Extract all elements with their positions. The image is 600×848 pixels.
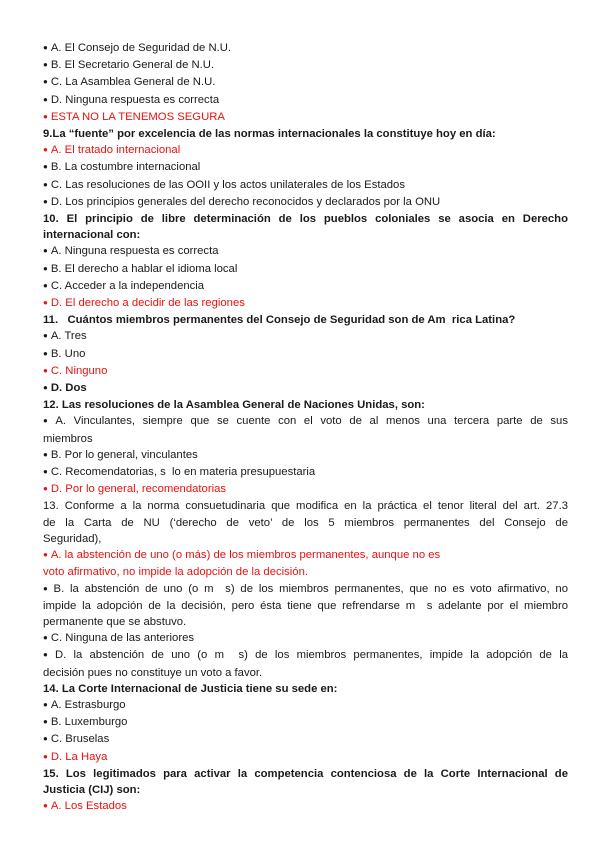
q14-question: 14. La Corte Internacional de Justicia tiene su sede en:	[43, 682, 338, 695]
q14-option-c: ● C. Bruselas	[43, 731, 568, 748]
q12-option-a-line1: ● A. Vinculantes, siempre que se cuente con el voto de al menos una tercera parte de sus	[43, 413, 568, 430]
q12-option-b: ● B. Por lo general, vinculantes	[43, 447, 568, 464]
q12-option-c: ● C. Recomendatorias, s lo en materia presupuestaria	[43, 464, 568, 481]
q13-question-line1: 13. Conforme a la norma consuetudinaria que modifica en la práctica el tenor literal del art. 27.3	[43, 500, 568, 513]
q9-option-c: ● C. Las resoluciones de las OOII y los actos unilaterales de los Estados	[43, 177, 568, 194]
q8-option-d: ● D. Ninguna respuesta es correcta	[43, 92, 568, 109]
q9-option-a: ● A. El tratado internacional	[43, 142, 568, 159]
q13-option-b-line2: impide la adopción de la decisión, pero ésta tiene que refrendarse m s adelante por el miembro	[43, 599, 568, 612]
q11-question: 11. Cuántos miembros permanentes del Consejo de Seguridad son de Am rica Latina?	[43, 314, 516, 327]
q13-option-c: ● C. Ninguna de las anteriores	[43, 630, 568, 647]
q13-option-a-line2: voto afirmativo, no impide la adopción de la decisión.	[43, 566, 309, 579]
q15-question-line2: Justicia (CIJ) son:	[43, 783, 141, 796]
q10-option-a: ● A. Ninguna respuesta es correcta	[43, 243, 568, 260]
q11-option-a: ● A. Tres	[43, 328, 568, 345]
q14-option-a: ● A. Estrasburgo	[43, 697, 568, 714]
q13-option-d-line2: decisión pues no constituye un voto a favor.	[43, 666, 263, 679]
q13-option-b-line1: ● B. la abstención de uno (o m s) de los miembros permanentes, que no es voto afirmativo, no	[43, 581, 568, 598]
q14-option-d: ● D. La Haya	[43, 749, 568, 766]
q11-option-d: ● D. Dos	[43, 380, 568, 397]
q13-option-a-line1: ● A. la abstención de uno (o más) de los miembros permanentes, aunque no es	[43, 547, 568, 564]
q10-option-c: ● C. Acceder a la independencia	[43, 278, 568, 295]
q15-option-a: ● A. Los Estados	[43, 798, 568, 815]
q9-option-b: ● B. La costumbre internacional	[43, 159, 568, 176]
q11-option-c: ● C. Ninguno	[43, 363, 568, 380]
q10-question-line1: 10. El principio de libre determinación de los pueblos coloniales se asocia en Derecho	[43, 213, 568, 226]
q14-option-b: ● B. Luxemburgo	[43, 714, 568, 731]
q8-option-c: ● C. La Asamblea General de N.U.	[43, 74, 568, 91]
q9-option-d: ● D. Los principios generales del derecho reconocidos y declarados por la ONU	[43, 194, 568, 211]
q15-question-line1: 15. Los legitimados para activar la competencia contenciosa de la Corte Internacional de	[43, 767, 568, 780]
q13-option-d-line1: ● D. la abstención de uno (o m s) de los miembros permanentes, impide la adopción de la	[43, 647, 568, 664]
q12-option-a-line2: miembros	[43, 432, 93, 445]
q10-option-b: ● B. El derecho a hablar el idioma local	[43, 261, 568, 278]
q8-note: ● ESTA NO LA TENEMOS SEGURA	[43, 109, 568, 126]
q13-option-b-line3: permanente que se abstuvo.	[43, 615, 187, 628]
q10-question-line2: internacional con:	[43, 229, 141, 242]
q8-option-a: ● A. El Consejo de Seguridad de N.U.	[43, 40, 568, 57]
q11-option-b: ● B. Uno	[43, 346, 568, 363]
q8-option-b: ● B. El Secretario General de N.U.	[43, 57, 568, 74]
q13-question-line3: Seguridad),	[43, 532, 102, 545]
q10-option-d: ● D. El derecho a decidir de las regiones	[43, 295, 568, 312]
q13-question-line2: de la Carta de NU (‘derecho de veto’ de los 5 miembros permanentes del Consejo de	[43, 516, 568, 529]
q9-question: 9.La “fuente” por excelencia de las normas internacionales la constituye hoy en día:	[43, 128, 496, 141]
q12-option-d: ● D. Por lo general, recomendatorias	[43, 481, 568, 498]
q12-question: 12. Las resoluciones de la Asamblea General de Naciones Unidas, son:	[43, 399, 425, 412]
